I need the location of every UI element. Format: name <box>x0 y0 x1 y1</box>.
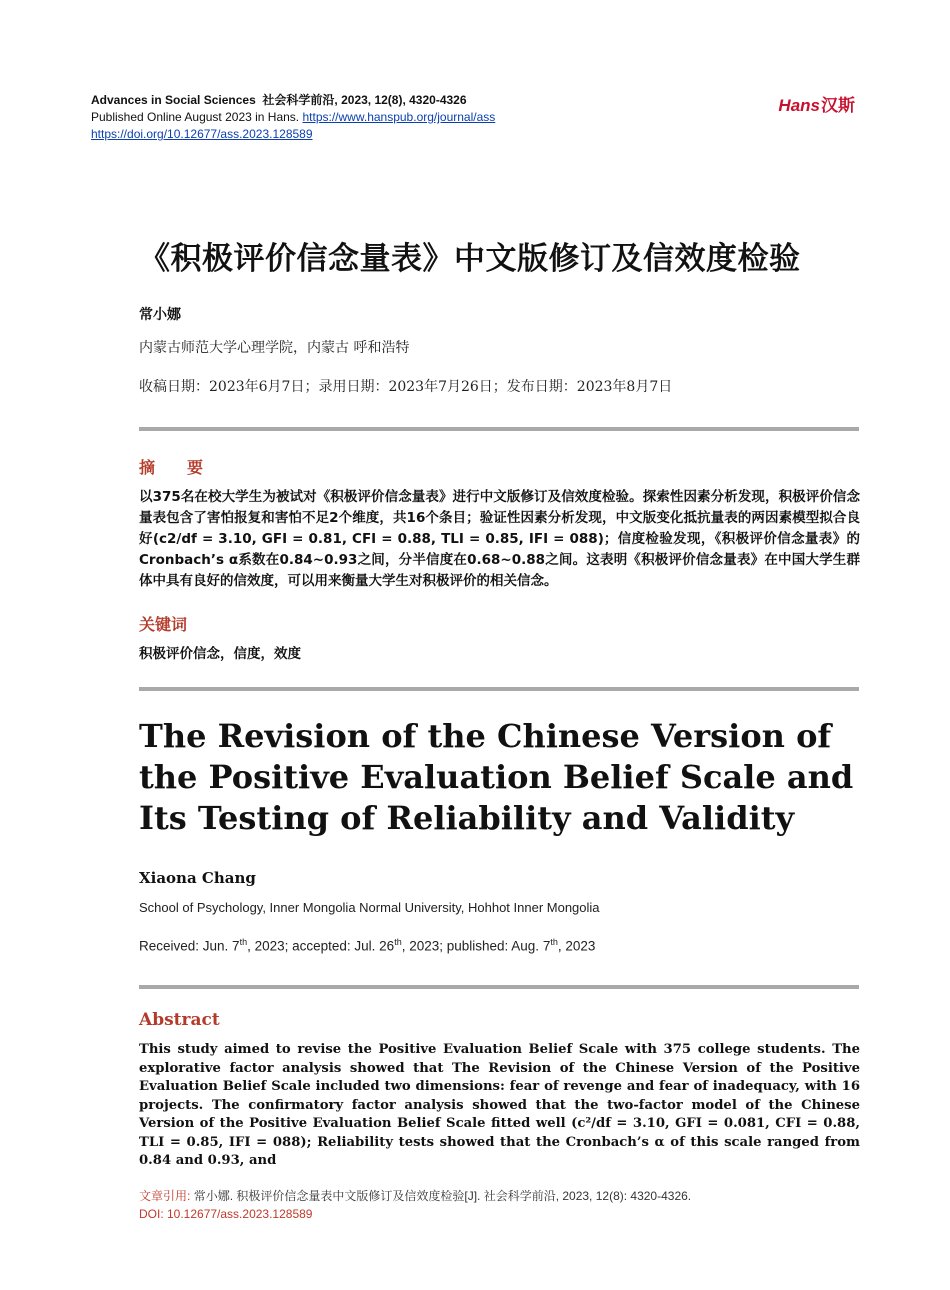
journal-link[interactable]: https://www.hanspub.org/journal/ass <box>302 110 496 124</box>
abstract-text-en: This study aimed to revise the Positive Evaluation Belief Scale with 375 college students. The explorative factor analysis showed that The Revision of the Chinese Version of the Positive Evaluation Belief Scale included two dimensions: fear of revenge and fear of inadequacy, with 16 projects. The confirmatory factor analysis showed that the two-factor model of the Chinese Version of the Positive Evaluation Belief Scale fitted well (c²/df = 3.10, GFI = 0.081, CFI = 0.88, TLI = 0.85, IFI = 088); Reliability tests showed that the Cronbach’s α of this scale ranged from 0.84 and 0.93, and <box>139 1042 860 1168</box>
divider <box>139 687 859 691</box>
citation-doi: DOI: 10.12677/ass.2023.128589 <box>139 1207 313 1221</box>
dates-cn: 收稿日期：2023年6月7日；录用日期：2023年7月26日；发布日期：2023年8月7日 <box>139 379 673 395</box>
affiliation-en: School of Psychology, Inner Mongolia Normal University, Hohhot Inner Mongolia <box>139 900 600 915</box>
dates-en <box>139 937 595 954</box>
ordinal: th <box>394 937 402 947</box>
ordinal: th <box>239 937 248 947</box>
citation-label: 文章引用: <box>139 1189 191 1203</box>
journal-name-en: Advances in Social Sciences <box>91 93 256 107</box>
doi-line <box>91 126 495 143</box>
english-title: The Revision of the Chinese Version of the Positive Evaluation Belief Scale and Its Testing of Reliability and Validity <box>139 717 854 837</box>
hans-logo <box>778 91 855 116</box>
abstract-heading-cn: 摘 要 <box>139 458 212 477</box>
citation <box>139 1187 691 1223</box>
year-tail: , 2023 <box>557 938 596 954</box>
keywords-heading-cn: 关键词 <box>139 615 188 634</box>
chinese-title: 《积极评价信念量表》中文版修订及信效度检验 <box>139 241 801 277</box>
affiliation-cn: 内蒙古师范大学心理学院，内蒙古 呼和浩特 <box>139 340 410 356</box>
published-date: , 2023; published: Aug. 7 <box>401 938 551 954</box>
author-en: Xiaona Chang <box>139 869 256 887</box>
accepted-date: , 2023; accepted: Jul. 26 <box>247 938 395 954</box>
keywords-cn: 积极评价信念，信度，效度 <box>139 646 301 662</box>
published-line <box>91 109 495 126</box>
ordinal: th <box>550 937 558 947</box>
logo-en: Hans <box>778 96 820 115</box>
abstract-heading-en: Abstract <box>139 1010 220 1030</box>
logo-cn: 汉斯 <box>821 96 855 115</box>
journal-line <box>91 92 495 109</box>
author-cn: 常小娜 <box>139 307 181 323</box>
received-date: Received: Jun. 7 <box>139 938 240 954</box>
doi-link[interactable]: https://doi.org/10.12677/ass.2023.128589 <box>91 127 313 141</box>
citation-line <box>139 1187 691 1205</box>
journal-name-cn: 社会科学前沿, 2023, 12(8), 4320-4326 <box>262 93 467 107</box>
published-prefix: Published Online August 2023 in Hans. <box>91 110 300 124</box>
divider <box>139 427 859 431</box>
journal-header <box>91 92 495 143</box>
abstract-text-cn: 以375名在校大学生为被试对《积极评价信念量表》进行中文版修订及信效度检验。探索性因素分析发现，积极评价信念量表包含了害怕报复和害怕不足2个维度，共16个条目；验证性因素分析发现，中文版变化抵抗量表的两因素模型拟合良好(c2/df = 3.10, GFI = 0.81, CFI = 0.88, TLI = 0.85, IFI = 088)；信度检验发现，《积极评价信念量表》的Cronbach’s α系数在0.84~0.93之间，分半信度在0.68~0.88之间。这表明《积极评价信念量表》在中国大学生群体中具有良好的信效度，可以用来衡量大学生对积极评价的相关信念。 <box>139 489 860 589</box>
divider <box>139 985 859 989</box>
citation-text: 常小娜. 积极评价信念量表中文版修订及信效度检验[J]. 社会科学前沿, 2023, 12(8): 4320-4326. <box>193 1189 692 1203</box>
